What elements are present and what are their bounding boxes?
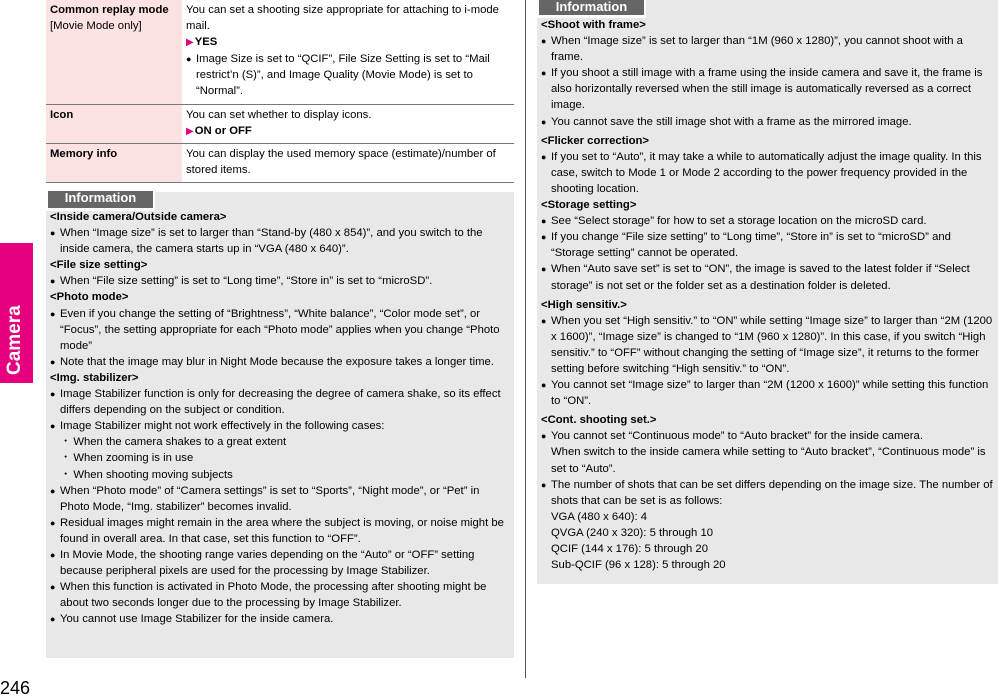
bullet-item: ● Residual images might remain in the area where the subject is moving, or noise might be found in overall area. In that case, set this function to “OFF”. bbox=[50, 515, 510, 547]
setting-desc: You can set whether to display icons. bbox=[186, 108, 372, 121]
setting-desc-cell bbox=[182, 104, 514, 143]
bullet-item: ● When “Auto save set” is set to “ON”, the image is saved to the latest folder if “Select storage” is not set or the folder set as a destination folder is deleted. bbox=[541, 261, 994, 293]
bullet-item: ● Even if you change the setting of “Brightness”, “White balance”, “Color mode set”, or “Focus”, the setting appropriate for each “Photo mode” applies when you change “Photo mode” bbox=[50, 306, 510, 354]
section-heading: <File size setting> bbox=[50, 259, 148, 272]
section-tab bbox=[0, 243, 33, 383]
setting-name-cell bbox=[46, 143, 182, 182]
setting-desc-cell bbox=[182, 143, 514, 182]
sub-item: ・ When shooting moving subjects bbox=[50, 467, 510, 483]
section-heading: <Inside camera/Outside camera> bbox=[50, 211, 227, 223]
bullet-item: ● When this function is activated in Photo Mode, the processing after shooting might be about two seconds longer due to the processing by Image Stabilizer. bbox=[50, 579, 510, 611]
paragraph: When switch to the inside camera while setting to “Auto bracket”, “Continuous mode” is set to “Auto”. bbox=[551, 446, 986, 475]
bullet-item: ● You cannot set “Image size” to larger than “2M (1200 x 1600)” while setting this function to “ON”. bbox=[541, 377, 994, 409]
bullet-item: ● When “Photo mode” of “Camera settings” is set to “Sports”, “Night mode”, or “Pet” in Photo Mode, “Img. stabilizer” becomes invalid. bbox=[50, 483, 510, 515]
setting-name-cell bbox=[46, 0, 182, 104]
section-heading: <Flicker correction> bbox=[541, 134, 649, 147]
info-label-text: Information bbox=[539, 0, 644, 15]
section-heading: <Storage setting> bbox=[541, 199, 637, 212]
sub-item: ・ When the camera shakes to a great extent bbox=[50, 434, 510, 450]
setting-option bbox=[186, 123, 510, 140]
setting-option bbox=[186, 34, 510, 51]
bullet-item: ● If you set to “Auto”, it may take a while to automatically adjust the image quality. In this case, switch to Mode 1 or Mode 2 according to the power frequency provided in the shooting location. bbox=[541, 149, 994, 197]
column-divider bbox=[525, 0, 526, 678]
setting-name-cell bbox=[46, 104, 182, 143]
bullet-item: ● When you set “High sensitiv.” to “ON” while setting “Image size” to larger than “2M (1200 x 1600)”, “Image size” is changed to “1M (960 x 1280)”. In this case, if you switch “High sensitiv.” to “OFF” without changing the setting of “Image size”, it returns to the former setting before switching “High sensitiv.” to “ON”. bbox=[541, 313, 994, 377]
setting-option-text: YES bbox=[194, 36, 218, 48]
list-item: Sub-QCIF (96 x 128): 5 through 20 bbox=[551, 559, 726, 572]
table-row bbox=[46, 0, 514, 104]
bullet-item: ● Image Stabilizer might not work effectively in the following cases: bbox=[50, 418, 510, 434]
setting-desc: You can display the used memory space (estimate)/number of stored items. bbox=[186, 147, 496, 176]
bullet-item: ● In Movie Mode, the shooting range varies depending on the “Auto” or “OFF” setting because peripheral pixels are used for the processing by Image Stabilizer. bbox=[50, 547, 510, 579]
bullet-item: ● See “Select storage” for how to set a storage location on the microSD card. bbox=[541, 213, 994, 229]
arrow-icon: ▶ bbox=[186, 37, 194, 48]
table-row bbox=[46, 104, 514, 143]
info-label bbox=[537, 0, 646, 18]
info-label bbox=[46, 190, 155, 211]
setting-name: Common replay mode bbox=[50, 4, 169, 16]
list-item: QVGA (240 x 320): 5 through 10 bbox=[551, 526, 714, 539]
page-number: 246 bbox=[0, 678, 31, 697]
arrow-icon: ▶ bbox=[186, 125, 194, 137]
bullet-item: ● Note that the image may blur in Night Mode because the exposure takes a longer time. bbox=[50, 354, 510, 370]
info-box-left bbox=[46, 192, 514, 658]
bullet-item: ● When “Image size” is set to larger than “1M (960 x 1280)”, you cannot shoot with a frame. bbox=[541, 33, 994, 65]
bullet-item: ● When “Image size” is set to larger than “Stand-by (480 x 854)”, and you switch to the inside camera, the camera starts up in “VGA (480 x 640)”. bbox=[50, 225, 510, 257]
setting-desc: You can set a shooting size appropriate for attaching to i-mode mail. bbox=[186, 4, 499, 32]
settings-table bbox=[46, 0, 514, 183]
bullet-item: ● You cannot save the still image shot with a frame as the mirrored image. bbox=[541, 114, 994, 130]
bullet-item: ● When “File size setting” is set to “Long time”, “Store in” is set to “microSD”. bbox=[50, 273, 510, 289]
list-item: QCIF (144 x 176): 5 through 20 bbox=[551, 543, 708, 555]
section-heading: <Cont. shooting set.> bbox=[541, 414, 657, 427]
bullet-item: ● You cannot set “Continuous mode” to “Auto bracket” for the inside camera. bbox=[541, 428, 994, 444]
section-heading: <High sensitiv.> bbox=[541, 298, 627, 311]
sub-item: ・ When zooming is in use bbox=[50, 450, 510, 466]
setting-name: Memory info bbox=[50, 147, 118, 160]
setting-note: [Movie Mode only] bbox=[50, 20, 142, 32]
section-heading: <Photo mode> bbox=[50, 291, 129, 304]
setting-option-text: ON or OFF bbox=[194, 124, 252, 137]
info-box-right bbox=[537, 0, 998, 584]
section-tab-label: Camera bbox=[4, 305, 25, 375]
section-heading: <Shoot with frame> bbox=[541, 19, 646, 31]
table-row bbox=[46, 143, 514, 182]
bullet-item: ● If you shoot a still image with a frame using the inside camera and save it, the frame is also horizontally reversed when the still image is automatically reversed as a correct image. bbox=[541, 65, 994, 113]
setting-desc-cell bbox=[182, 0, 514, 104]
list-item: VGA (480 x 640): 4 bbox=[551, 510, 648, 523]
bullet-item: ● The number of shots that can be set differs depending on the image size. The number of shots that can be set is as follows: bbox=[541, 477, 994, 509]
setting-detail: ● Image Size is set to “QCIF”, File Size Setting is set to “Mail restrict’n (S)”, and Image Quality (Movie Mode) is set to “Normal”. bbox=[186, 51, 510, 99]
bullet-item: ● If you change “File size setting” to “Long time”, “Store in” is set to “microSD” and “Storage setting” cannot be operated. bbox=[541, 229, 994, 261]
section-heading: <Img. stabilizer> bbox=[50, 371, 139, 384]
info-label-text: Information bbox=[48, 191, 153, 208]
bullet-item: ● You cannot use Image Stabilizer for the inside camera. bbox=[50, 611, 510, 627]
setting-name: Icon bbox=[50, 108, 74, 121]
bullet-item: ● Image Stabilizer function is only for decreasing the degree of camera shake, so its effect differs depending on the subject or condition. bbox=[50, 386, 510, 418]
